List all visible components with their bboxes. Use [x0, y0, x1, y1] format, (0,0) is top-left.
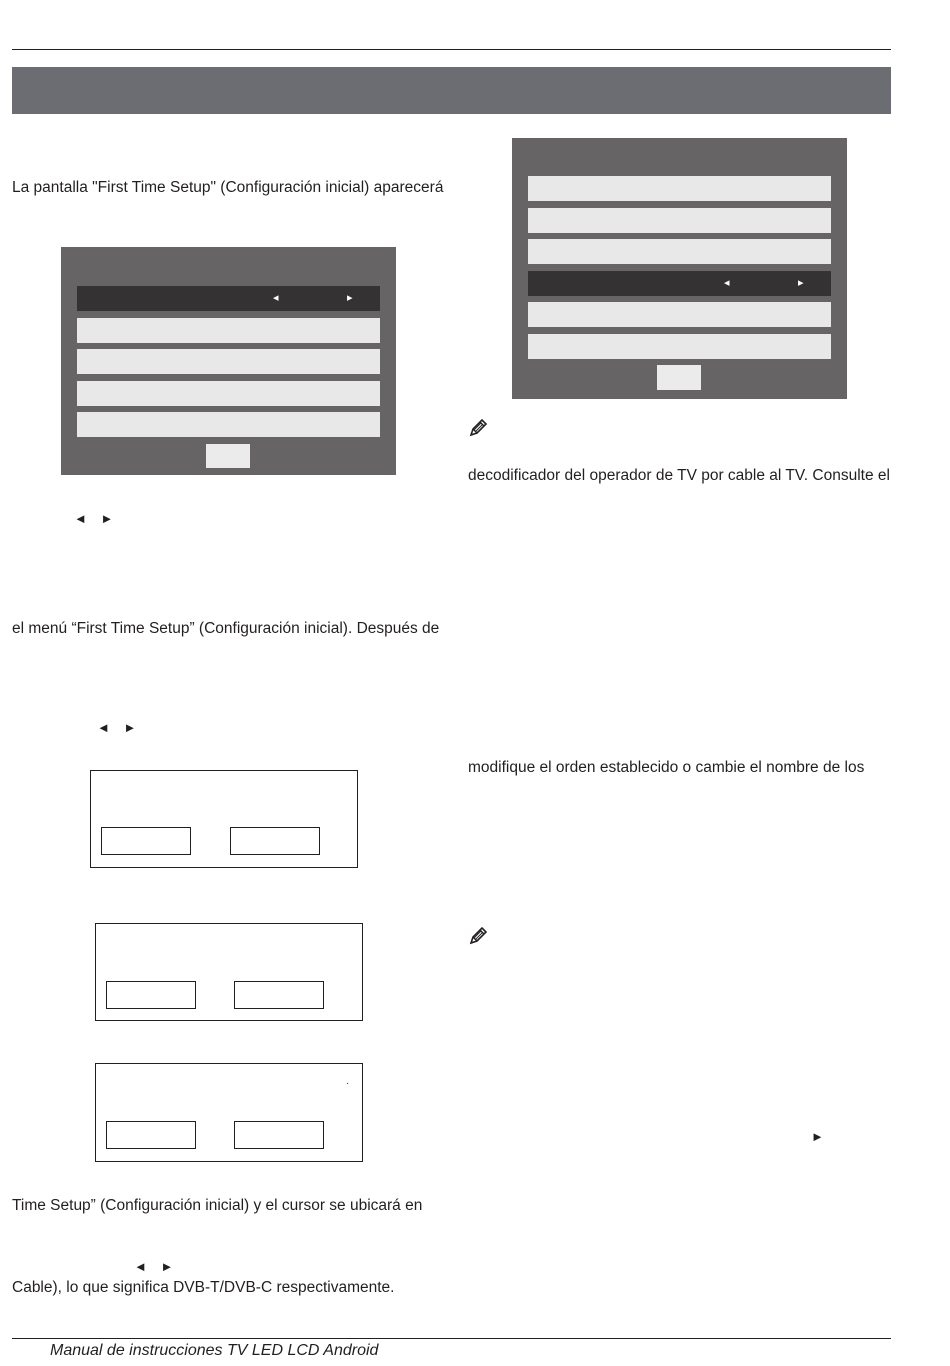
menu-row[interactable] [77, 381, 380, 406]
paragraph-order: modifique el orden establecido o cambie el nombre de los [468, 759, 865, 776]
footer-manual-title: Manual de instrucciones TV LED LCD Android [50, 1342, 379, 1359]
menu-row[interactable] [77, 318, 380, 343]
pencil-note-icon [468, 418, 488, 438]
paragraph-setup-appears: La pantalla "First Time Setup" (Configuración inicial) aparecerá [12, 179, 444, 196]
menu-row[interactable] [528, 176, 831, 201]
menu-row-selected[interactable] [528, 271, 831, 296]
nav-arrows-1 [74, 511, 113, 526]
row-left-arrow-icon: ◂ [273, 292, 279, 304]
dialog-button-yes[interactable] [101, 827, 191, 855]
nav-arrows-2 [97, 720, 136, 735]
row-right-arrow-icon: ▸ [798, 277, 804, 289]
first-time-setup-menu [61, 247, 396, 475]
menu-row[interactable] [528, 208, 831, 233]
nav-arrows-3 [134, 1259, 173, 1274]
pencil-note-icon [468, 926, 488, 946]
confirm-dialog-1 [90, 770, 358, 868]
section-banner [12, 67, 891, 114]
dialog-button-no[interactable] [230, 827, 320, 855]
paragraph-menu-after: el menú “First Time Setup” (Configuración inicial). Después de [12, 620, 440, 637]
menu-row[interactable] [528, 239, 831, 264]
dialog-button-yes[interactable] [106, 1121, 196, 1149]
right-arrow-icon: ► [123, 720, 137, 735]
dialog-button-yes[interactable] [106, 981, 196, 1009]
menu-row[interactable] [528, 302, 831, 327]
menu-row[interactable] [77, 349, 380, 374]
paragraph-decoder: decodificador del operador de TV por cable al TV. Consulte el [468, 467, 890, 484]
channel-setup-menu [512, 138, 847, 399]
right-arrow-icon: ► [160, 1259, 174, 1274]
confirm-dialog-3 [95, 1063, 363, 1162]
menu-row[interactable] [77, 412, 380, 437]
dialog-button-no[interactable] [234, 1121, 324, 1149]
header-rule [12, 49, 891, 50]
paragraph-cable: Cable), lo que significa DVB-T/DVB-C respectivamente. [12, 1279, 395, 1296]
right-arrow-icon: ► [100, 511, 114, 526]
left-arrow-icon: ◄ [97, 720, 110, 735]
ok-button[interactable] [657, 365, 701, 390]
menu-row-selected[interactable] [77, 286, 380, 311]
row-left-arrow-icon: ◂ [724, 277, 730, 289]
menu-row[interactable] [528, 334, 831, 359]
ok-button[interactable] [206, 444, 250, 468]
footer-rule [12, 1338, 891, 1339]
row-right-arrow-icon: ▸ [347, 292, 353, 304]
confirm-dialog-2 [95, 923, 363, 1021]
dialog-button-no[interactable] [234, 981, 324, 1009]
right-arrow-icon: ► [811, 1129, 824, 1144]
left-arrow-icon: ◄ [134, 1259, 147, 1274]
left-arrow-icon: ◄ [74, 511, 87, 526]
paragraph-cursor: Time Setup” (Configuración inicial) y el cursor se ubicará en [12, 1197, 423, 1214]
dialog-dot: · [346, 1078, 350, 1089]
